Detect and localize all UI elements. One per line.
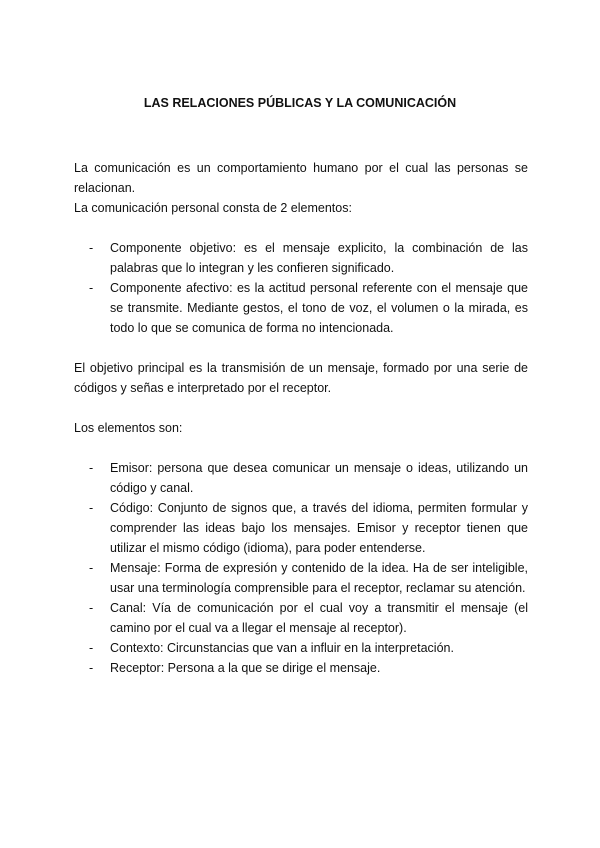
elements-heading: Los elementos son: <box>74 421 183 435</box>
elements-list <box>74 458 528 678</box>
list-bullet: - <box>89 281 94 295</box>
list-item <box>74 558 528 598</box>
list-bullet: - <box>89 641 94 655</box>
objective-paragraph: El objetivo principal es la transmisión de un mensaje, formado por una serie de códigos y señas e interpretado por el receptor. <box>74 361 528 395</box>
list-item <box>74 598 528 638</box>
list-item <box>74 638 528 658</box>
list-item-text: Contexto: Circunstancias que van a influir en la interpretación. <box>110 641 454 655</box>
list-bullet: - <box>89 561 94 575</box>
intro-paragraph: La comunicación es un comportamiento humano por el cual las personas se relacionan. <box>74 161 528 195</box>
list-bullet: - <box>89 661 94 675</box>
list-item-text: Canal: Vía de comunicación por el cual voy a transmitir el mensaje (el camino por el cual va a llegar el mensaje al receptor). <box>110 601 528 635</box>
list-item <box>74 238 528 278</box>
list-item-text: Componente objetivo: es el mensaje explicito, la combinación de las palabras que lo integran y les confieren significado. <box>110 241 528 275</box>
list-item-text: Receptor: Persona a la que se dirige el mensaje. <box>110 661 381 675</box>
list-item-text: Emisor: persona que desea comunicar un mensaje o ideas, utilizando un código y canal. <box>110 461 528 495</box>
list-item <box>74 458 528 498</box>
list-item <box>74 498 528 558</box>
list-item-text: Código: Conjunto de signos que, a través del idioma, permiten formular y comprender las ideas bajo los mensajes. Emisor y receptor tienen que utilizar el mismo código (idioma), para poder entenderse. <box>110 501 528 555</box>
page-title: LAS RELACIONES PÚBLICAS Y LA COMUNICACIÓN <box>143 96 457 110</box>
list-bullet: - <box>89 601 94 615</box>
list-bullet: - <box>89 501 94 515</box>
list-item-text: Mensaje: Forma de expresión y contenido de la idea. Ha de ser inteligible, usar una terminología comprensible para el receptor, reclamar su atención. <box>110 561 528 595</box>
list-item-text: Componente afectivo: es la actitud personal referente con el mensaje que se transmite. Mediante gestos, el tono de voz, el volumen o la mirada, es todo lo que se comunica de forma no intencionada. <box>110 281 528 335</box>
list-bullet: - <box>89 241 94 255</box>
intro-line-2: La comunicación personal consta de 2 elementos: <box>74 201 352 215</box>
list-item <box>74 278 528 338</box>
list-bullet: - <box>89 461 94 475</box>
document-body <box>74 158 528 678</box>
list-item <box>74 658 528 678</box>
personal-elements-list <box>74 238 528 338</box>
